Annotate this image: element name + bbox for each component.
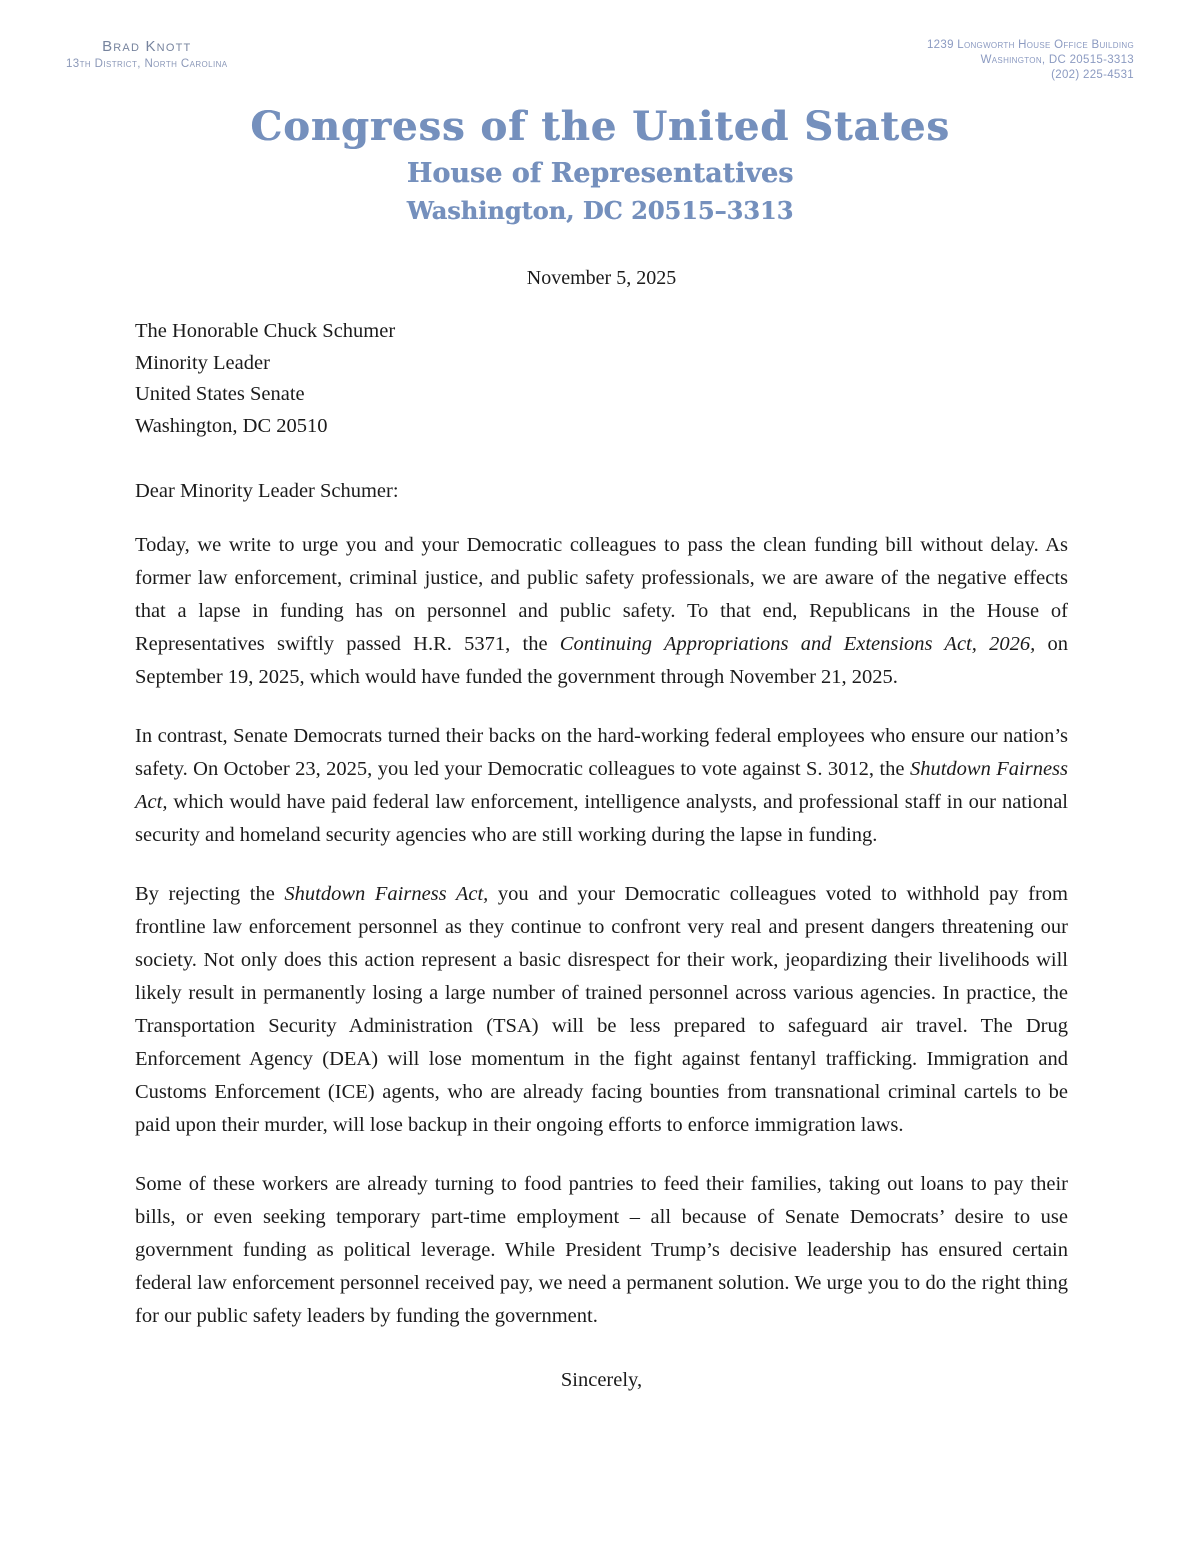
recipient-city: Washington, DC 20510: [135, 414, 328, 437]
letterhead: [0, 0, 1200, 83]
letter-date: November 5, 2025: [526, 267, 677, 289]
body-paragraph-2: [135, 720, 1068, 852]
office-phone: (202) 225-4531: [1051, 69, 1134, 81]
member-name: Brad Knott: [102, 38, 192, 55]
text-run: In contrast, Senate Democrats turned their backs on the hard-working federal employees who ensure our nation’s safety. On October 23, 2025, you led your Democratic colleagues to vote against S. 3012, the: [135, 725, 1068, 780]
masthead-house-line: House of Representatives: [406, 158, 794, 189]
text-run: Some of these workers are already turning to food pantries to feed their families, taking out loans to pay their bills, or even seeking temporary part-time employment – all because of Senate Democrats’ desire to use government funding as political leverage. While President Trump’s decisive leadership has ensured certain federal law enforcement personnel received pay, we need a permanent solution. We urge you to do the right thing for our public safety leaders by funding the government.: [135, 1173, 1068, 1327]
office-address-line-1: 1239 Longworth House Office Building: [926, 39, 1134, 51]
text-run: you and your Democratic colleagues voted to withhold pay from frontline law enforcement personnel as they continue to confront very real and present dangers threatening our society. Not only does this action represent a basic disrespect for their work, jeopardizing their livelihoods will likely result in permanently losing a large number of trained personnel across various agencies. In practice, the Transportation Security Administration (TSA) will be less prepared to safeguard air travel. The Drug Enforcement Agency (DEA) will lose momentum in the fight against fentanyl trafficking. Immigration and Customs Enforcement (ICE) agents, who are already facing bounties from transnational criminal cartels to be paid upon their murder, will lose backup in their ongoing efforts to enforce immigration laws.: [135, 883, 1068, 1136]
text-run: on September 19, 2025, which would have funded the government through November 21, 2025.: [135, 633, 1069, 688]
recipient-address-block: [135, 316, 1068, 442]
salutation: Dear Minority Leader Schumer:: [135, 480, 399, 502]
body-paragraph-3: [135, 878, 1068, 1142]
recipient-org: United States Senate: [135, 383, 305, 405]
member-district: 13th District, North Carolina: [66, 58, 228, 70]
recipient-name: The Honorable Chuck Schumer: [135, 320, 396, 342]
text-run: By rejecting the: [135, 883, 285, 905]
text-run: which would have paid federal law enforcement, intelligence analysts, and professional staff in our national security and homeland security agencies who are still working during the lapse in funding.: [135, 791, 1068, 846]
body-paragraph-4: [135, 1168, 1068, 1333]
office-address-line-2: Washington, DC 20515-3313: [980, 54, 1134, 66]
masthead: [0, 103, 1200, 225]
office-address-block: [927, 38, 1134, 83]
text-run: Today, we write to urge you and your Democratic colleagues to pass the clean funding bill without delay. As former law enforcement, criminal justice, and public safety professionals, we are aware of the negative effects that a lapse in funding has on personnel and public safety. To that end, Republicans in the House of Representatives swiftly passed H.R. 5371, the: [135, 534, 1068, 655]
masthead-congress-line: Congress of the United States: [250, 103, 950, 150]
member-name-block: [66, 38, 228, 70]
masthead-city-line: Washington, DC 20515–3313: [406, 196, 794, 225]
body-paragraph-1: [135, 529, 1068, 694]
recipient-title: Minority Leader: [135, 351, 270, 374]
letter-body-column: [0, 267, 1200, 1392]
text-run-italic: Shutdown Fairness Act,: [135, 758, 1069, 813]
text-run-italic: Continuing Appropriations and Extensions Act, 2026,: [559, 633, 1036, 655]
text-run-italic: Shutdown Fairness Act,: [284, 883, 489, 905]
closing-sincerely: Sincerely,: [560, 1369, 643, 1391]
